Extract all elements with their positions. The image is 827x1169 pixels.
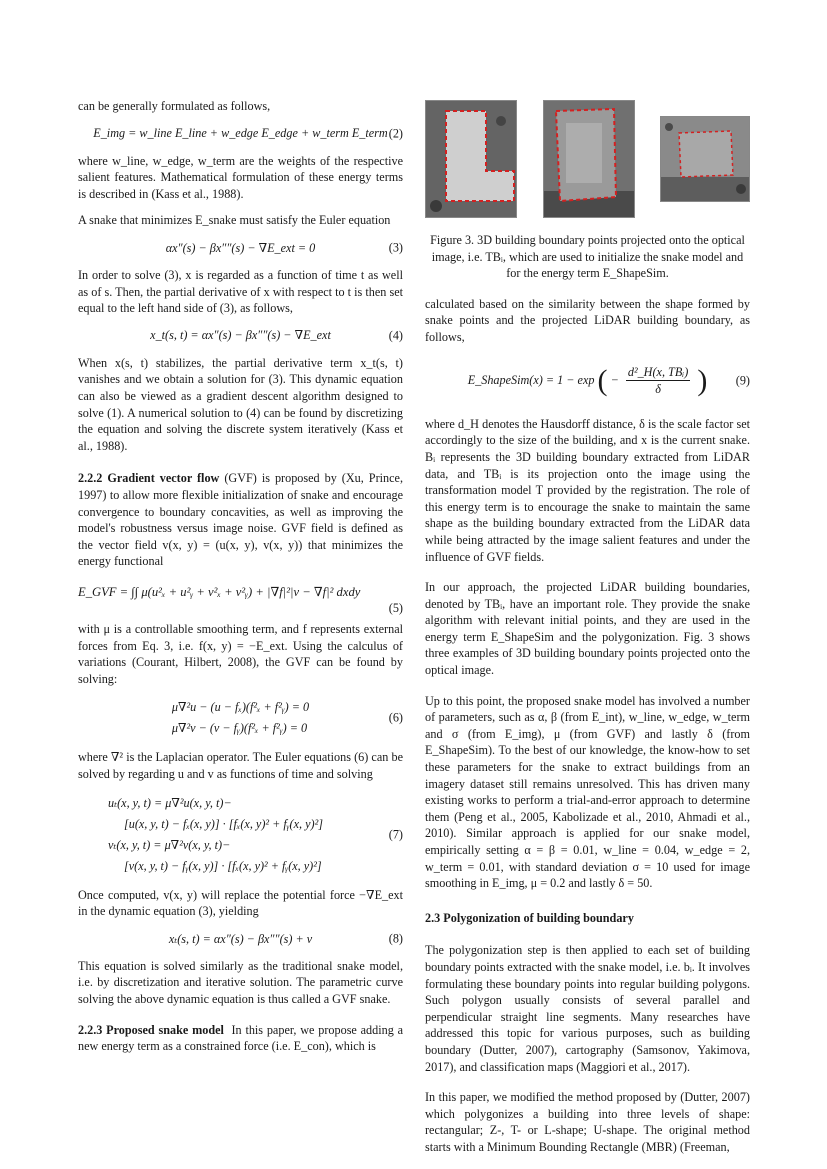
equation-number: (9) [735,373,750,388]
equation-8 [78,930,403,948]
left-column [78,98,403,1065]
equation-7 [78,793,403,877]
equation-3 [78,239,403,257]
paragraph-text: In this paper, we propose adding a new energy term as a constrained force (i.e. E_con), which is [78,1022,404,1054]
equation-9 [425,364,750,398]
figure-3-caption: Figure 3. 3D building boundary points projected onto the optical image, i.e. TBᵢ, which are used to initialize the snake model and for the energy term E_ShapeSim. [430,233,745,281]
equation-number: (8) [388,931,403,946]
subsection-heading-2-2-2: 2.2.2 Gradient vector flow [78,471,220,486]
equation-number: (5) [388,601,403,616]
paragraph: where d_H denotes the Hausdorff distance, δ is the scale factor set accordingly to the size of the building, and x is the current snake. Bᵢ represents the 3D building boundary extracted from LiDAR data, and TBᵢ is its projection onto the image using the transformation model T provided by the registration. The role of this energy term is to encourage the snake to maintain the same shape as the building boundary extracted from the LiDAR data while being attracted by the image salient features and under the influence of GVF fields. [425,416,750,564]
fraction-denominator: δ [655,382,661,397]
paragraph: In this paper, we modified the method proposed by (Dutter, 2007) which polygonizes a building into three levels of shape: rectangular; Z-, T- or L-shape; U-shape. The original method starts with a Minimum Bounding Rectangle (MBR) (Freeman, [425,1090,750,1154]
equation-body [108,793,323,877]
equation-line: μ∇²v − (v − fᵧ)(f²ₓ + f²ᵧ) = 0 [171,721,308,736]
paragraph: can be generally formulated as follows, [78,99,271,113]
paren-close: ) [697,363,708,397]
paragraph: This equation is solved similarly as the traditional snake model, i.e. by discretization and iterative solution. The parametric curve solving the above dynamic equation is thus called a GVF snake. [78,958,403,1006]
paragraph: When x(s, t) stabilizes, the partial derivative term x_t(s, t) vanishes and we obtain a solution for (3). This dynamic equation can also be viewed as a gradient descent algorithm designed to solve (1). A numerical solution to (4) can be found by discretizing the equation and solving the discrete system iteratively (Kass et al., 1988). [78,355,403,453]
equation-body [172,697,309,739]
equation-line: μ∇²u − (u − fₓ)(f²ₓ + f²ᵧ) = 0 [171,700,310,715]
paragraph: calculated based on the similarity between the shape formed by snake points and the projected LiDAR building boundary, as follows, [425,296,750,344]
section-heading-2-3: 2.3 Polygonization of building boundary [425,910,634,925]
equation-line: vₜ(x, y, t) = μ∇²v(x, y, t)− [108,837,231,852]
paragraph: where ∇² is the Laplacian operator. The Euler equations (6) can be solved by regarding u and v as functions of time and solving [78,750,403,782]
equation-lhs: E_ShapeSim(x) = 1 − exp [467,372,595,387]
equation-body [468,364,708,398]
equation-body: αx″(s) − βx″″(s) − ∇E_ext = 0 [165,240,316,255]
equation-body: xₜ(s, t) = αx″(s) − βx″″(s) + v [168,931,313,946]
fraction-numerator: d²_H(x, TBᵢ) [626,364,690,382]
paragraph: Up to this point, the proposed snake model has involved a number of parameters, such as α, β (from E_int), w_line, w_edge, w_term and σ (from E_img), μ (from GVF) and lastly δ (from E_ShapeSim). To the best of our knowledge, the know-how to set these parameters for the snake to extract buildings from an imagery dataset still remains unresolved. This has driven many existing works to perform a trial-and-error approach to determine them (Peng et al., 2005, Kabolizade et al., 2010, Ahmadi et al., 2010). Similar approach is applied for our snake model, empirically setting α = β = 0.01, w_line = 0.04, w_edge = 2, w_term = 0.01, with standard deviation σ = 10 used for image smoothing in E_img, μ = 0.2 and lastly δ = 50. [425,693,750,891]
minus-sign: − [610,372,619,387]
paragraph: Once computed, v(x, y) will replace the potential force −∇E_ext in the dynamic equation (3), yielding [78,887,403,919]
equation-5 [78,584,403,617]
subsection-heading-2-2-3: 2.2.3 Proposed snake model [78,1022,224,1037]
paragraph: where w_line, w_edge, w_term are the weights of the respective salient features. Mathematical formulation of these energy terms is described in (Kass et al., 1988). [78,153,403,201]
paragraph: with μ is a controllable smoothing term, and f represents external forces from Eq. 3, i.e. f(x, y) = −E_ext. Using the calculus of variations (Courant, Hilbert, 2008), the GVF can be found by solving: [78,622,403,686]
equation-number: (4) [388,328,403,343]
equation-number: (2) [388,126,403,141]
equation-body: E_GVF = ∫∫ μ(u²ₓ + u²ᵧ + v²ₓ + v²ᵧ) + |∇f|²|v − ∇f|² dxdy [78,584,361,599]
equation-body: E_img = w_line E_line + w_edge E_edge + w_term E_term [93,126,388,141]
equation-number: (7) [388,827,403,842]
equation-number: (6) [388,711,403,726]
equation-line: [u(x, y, t) − fₓ(x, y)] · [fₓ(x, y)² + fᵧ(x, y)²] [124,816,323,831]
right-column [425,98,750,1166]
equation-4 [78,327,403,345]
equation-2 [78,125,403,143]
equation-body: x_t(s, t) = αx″(s) − βx″″(s) − ∇E_ext [150,328,331,343]
figure-3-images [425,100,750,218]
paragraph: A snake that minimizes E_snake must satisfy the Euler equation [78,213,391,228]
building-rect-photo [543,100,635,218]
paragraph: The polygonization step is then applied to each set of building boundary points extracted with the snake model, i.e. bᵢ. It involves formulating these boundary points into regular building polygons. Such polygon usually consists of several parallel and perpendicular straight line segments. Many researches have addressed this topic for various purposes, such as building boundary (Dutter, 2007), cartography (Samsonov, Yakimova, 2017), and classification maps (Maggiori et al., 2017). [425,943,750,1074]
paragraph: In order to solve (3), x is regarded as a function of time t as well as of s. Then, the partial derivative of x with respect to t is then set equal to the left hand side of (3), as follows, [78,267,403,316]
equation-line: [v(x, y, t) − fᵧ(x, y)] · [fₓ(x, y)² + fᵧ(x, y)²] [124,858,322,873]
paragraph-with-heading [78,1022,403,1055]
paren-open: ( [597,363,608,397]
paragraph-with-heading [78,470,403,570]
building-small-photo [660,116,750,202]
paragraph-text: (GVF) is proposed by (Xu, Prince, 1997) to allow more flexible initialization of snake and encourage convergence to boundary concavities, as well as improving the model's robustness versus image noise. GVF field is defined as the vector field v(x, y) = (u(x, y), v(x, y)) that minimizes the energy functional [78,471,403,569]
fraction [626,364,690,398]
building-l-shape-photo [425,100,517,218]
equation-number: (3) [388,240,403,255]
equation-6 [78,697,403,739]
equation-line: uₜ(x, y, t) = μ∇²u(x, y, t)− [108,795,232,810]
paragraph: In our approach, the projected LiDAR building boundaries, denoted by TBᵢ, have an important role. They provide the snake algorithm with relevant initial points, and they are used in the energy term E_ShapeSim and the polygonization. Fig. 3 shows three examples of 3D building boundary points projected onto the optical image. [425,580,750,678]
